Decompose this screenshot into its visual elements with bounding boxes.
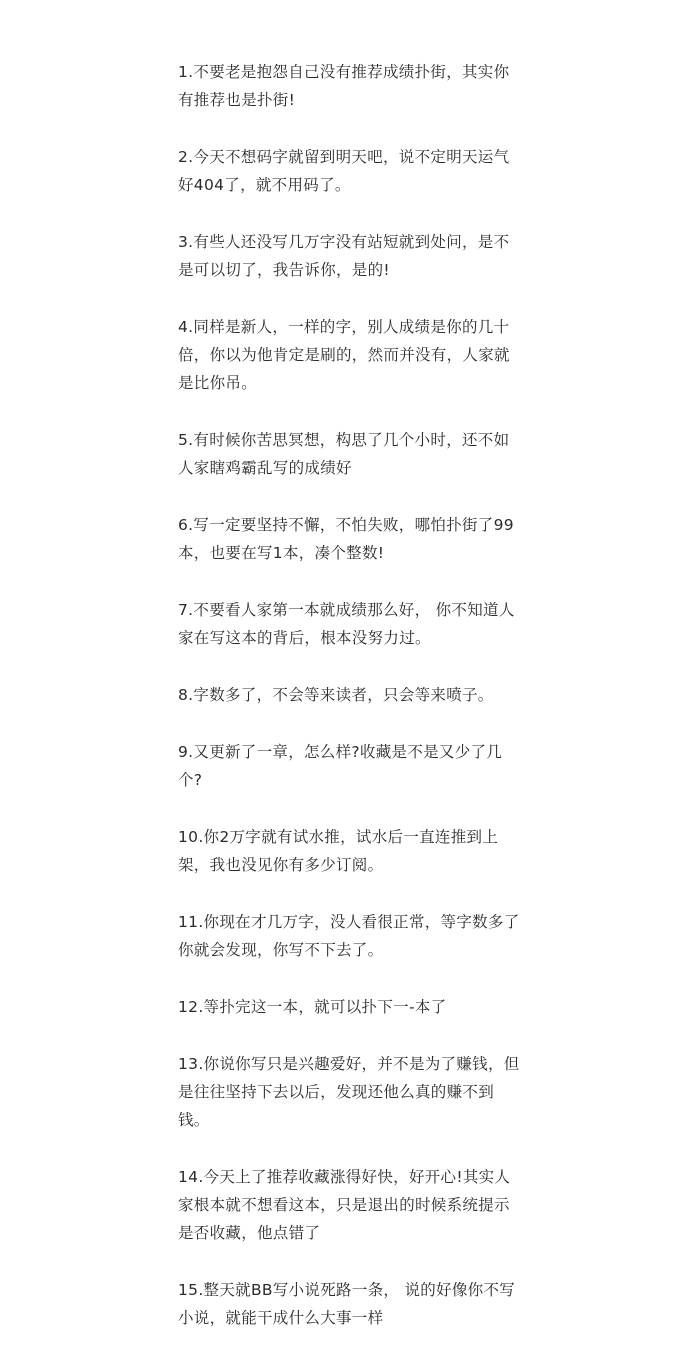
- list-item: 1.不要老是抱怨自己没有推荐成绩扑街，其实你有推荐也是扑街!: [178, 63, 510, 109]
- list-item: 6.写一定要坚持不懈，不怕失败，哪怕扑街了99本，也要在写1本，凑个整数!: [178, 516, 514, 562]
- list-item: 3.有些人还没写几万字没有站短就到处问，是不是可以切了，我告诉你，是的!: [178, 233, 510, 279]
- list-item: 15.整天就BB写小说死路一条， 说的好像你不写小说，就能干成什么大事一样: [178, 1281, 516, 1327]
- list-item: 7.不要看人家第一本就成绩那么好， 你不知道人家在写这本的背后，根本没努力过。: [178, 601, 515, 647]
- list-item: 5.有时候你苦思冥想，构思了几个小时，还不如人家瞎鸡霸乱写的成绩好: [178, 431, 510, 477]
- list-item: 14.今天上了推荐收藏涨得好快，好开心!其实人家根本就不想看这本，只是退出的时候系统提示是否收藏，他点错了: [178, 1168, 511, 1242]
- list-item: 11.你现在才几万字，没人看很正常，等字数多了你就会发现，你写不下去了。: [178, 913, 520, 959]
- list-item: 8.字数多了，不会等来读者，只会等来喷子。: [178, 686, 494, 704]
- article-body: [178, 58, 523, 1361]
- list-item: 4.同样是新人，一样的字，别人成绩是你的几十倍，你以为他肯定是刷的，然而并没有，人家就是比你吊。: [178, 318, 510, 392]
- list-item: 10.你2万字就有试水推，试水后一直连推到上架，我也没见你有多少订阅。: [178, 828, 499, 874]
- list-item: 9.又更新了一章，怎么样?收藏是不是又少了几个?: [178, 743, 503, 789]
- list-item: 12.等扑完这一本，就可以扑下一-本了: [178, 998, 447, 1016]
- list-item: 2.今天不想码字就留到明天吧，说不定明天运气好404了，就不用码了。: [178, 148, 510, 194]
- list-item: 13.你说你写只是兴趣爱好，并不是为了赚钱，但是往往坚持下去以后，发现还他么真的赚不到钱。: [178, 1055, 520, 1129]
